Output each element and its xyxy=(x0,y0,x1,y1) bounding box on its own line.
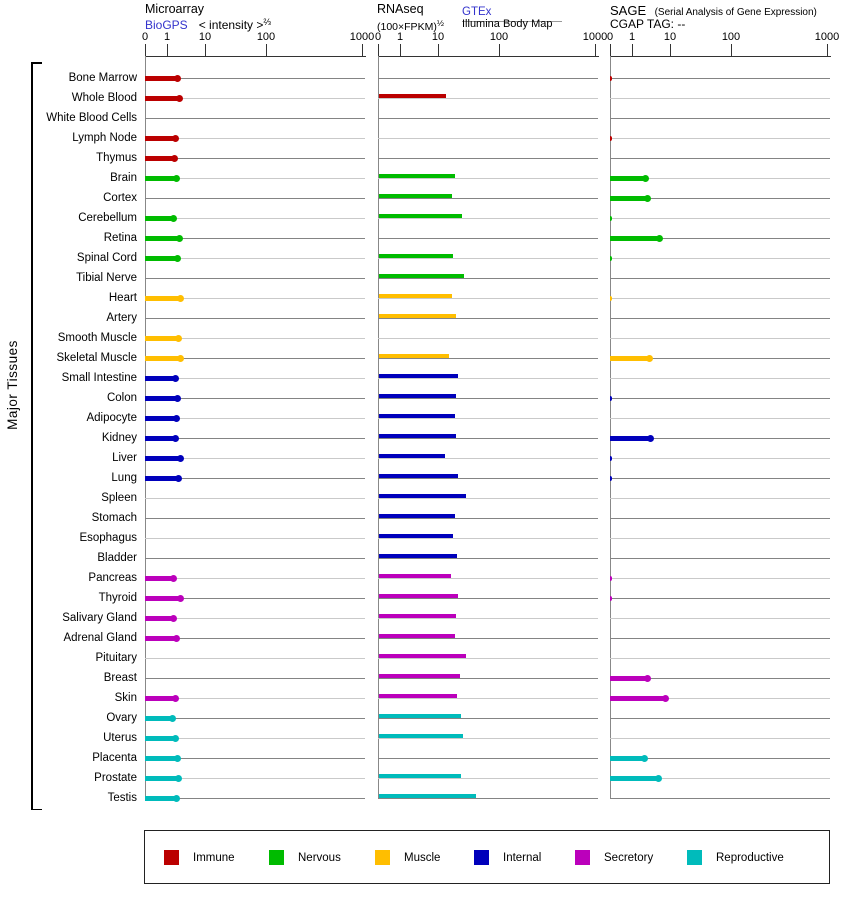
tissue-label: Adipocyte xyxy=(86,412,137,424)
bar-cap xyxy=(644,195,651,202)
x-axis-tick xyxy=(400,44,401,56)
gridline xyxy=(378,178,598,179)
secretory-swatch xyxy=(575,850,590,865)
gridline xyxy=(378,478,598,479)
gridline xyxy=(610,598,830,599)
x-axis-tick xyxy=(362,44,363,56)
tissue-label: Spleen xyxy=(101,492,137,504)
gridline xyxy=(610,518,830,519)
bar-microarray xyxy=(145,796,177,801)
tissue-label: Cerebellum xyxy=(78,212,137,224)
tissue-label: Salivary Gland xyxy=(62,612,137,624)
sage-tag-line: CGAP TAG: -- xyxy=(610,17,686,31)
gridline xyxy=(610,258,830,259)
bar-sage xyxy=(610,456,612,461)
panel-left-edge xyxy=(378,56,379,798)
gridline xyxy=(610,158,830,159)
gridline xyxy=(378,458,598,459)
gridline xyxy=(145,218,365,219)
gridline xyxy=(610,398,830,399)
x-axis-tick-label: 10 xyxy=(663,31,677,43)
gridline xyxy=(378,538,598,539)
x-axis-tick-label: 0 xyxy=(374,31,382,43)
x-axis-tick-label: 1 xyxy=(396,31,404,43)
gridline xyxy=(378,658,598,659)
gridline xyxy=(145,658,365,659)
bar-rnaseq xyxy=(379,274,464,278)
bar-cap xyxy=(172,735,179,742)
gridline xyxy=(378,318,598,319)
gridline xyxy=(145,198,365,199)
bar-cap xyxy=(175,335,182,342)
tissue-label: Whole Blood xyxy=(71,92,137,104)
bar-cap xyxy=(177,355,184,362)
gridline xyxy=(145,118,365,119)
tissue-label: Uterus xyxy=(103,732,137,744)
bar-rnaseq xyxy=(379,634,455,638)
bar-microarray xyxy=(145,336,179,341)
bar-rnaseq xyxy=(379,214,462,218)
bar-rnaseq xyxy=(379,654,466,658)
bar-cap xyxy=(173,635,180,642)
bar-sage xyxy=(610,436,651,441)
bar-cap xyxy=(174,755,181,762)
x-axis-tick xyxy=(145,44,146,56)
bar-sage xyxy=(610,136,612,141)
bar-rnaseq xyxy=(379,494,466,498)
x-axis-tick-label: 1000 xyxy=(582,31,608,43)
gridline xyxy=(378,418,598,419)
tissue-label: Spinal Cord xyxy=(76,252,137,264)
immune-swatch xyxy=(164,850,179,865)
x-axis-tick xyxy=(167,44,168,56)
x-axis-tick xyxy=(266,44,267,56)
bar-rnaseq xyxy=(379,434,456,438)
tissue-label: Brain xyxy=(110,172,137,184)
bar-rnaseq xyxy=(379,774,461,778)
gridline xyxy=(145,518,365,519)
tissue-label: Kidney xyxy=(101,432,137,444)
gridline xyxy=(378,698,598,699)
legend-label: Immune xyxy=(193,852,235,864)
gridline xyxy=(378,218,598,219)
gridline xyxy=(610,78,830,79)
gridline xyxy=(378,358,598,359)
rnaseq-source: Illumina Body Map xyxy=(462,18,553,30)
x-axis-tick-label: 0 xyxy=(606,31,614,43)
tissue-label: Colon xyxy=(106,392,137,404)
rnaseq-title: RNAseq xyxy=(377,2,424,16)
legend xyxy=(144,830,830,884)
bar-sage xyxy=(610,576,612,581)
x-axis-tick-label: 1 xyxy=(628,31,636,43)
gridline xyxy=(610,478,830,479)
y-axis-label: Major Tissues xyxy=(5,340,20,430)
tissue-label: Heart xyxy=(108,292,137,304)
gridline xyxy=(378,198,598,199)
rnaseq-scale-label: (100×FPKM) xyxy=(377,21,437,33)
bar-cap xyxy=(656,235,663,242)
x-axis-tick xyxy=(731,44,732,56)
bar-rnaseq xyxy=(379,714,461,718)
gridline xyxy=(378,638,598,639)
gridline xyxy=(378,278,598,279)
gridline xyxy=(610,638,830,639)
gridline xyxy=(145,678,365,679)
x-axis-tick-label: 1000 xyxy=(349,31,375,43)
bar-sage xyxy=(610,76,612,81)
x-axis-tick-label: 1 xyxy=(163,31,171,43)
bar-cap xyxy=(641,755,648,762)
gridline xyxy=(145,718,365,719)
gridline xyxy=(378,98,598,99)
tissue-label: Cortex xyxy=(103,192,137,204)
gridline xyxy=(378,258,598,259)
legend-label: Nervous xyxy=(298,852,341,864)
bar-cap xyxy=(173,415,180,422)
bar-cap xyxy=(174,395,181,402)
gridline xyxy=(378,438,598,439)
bar-microarray xyxy=(145,96,180,101)
bar-rnaseq xyxy=(379,734,463,738)
x-axis-tick-label: 10 xyxy=(198,31,212,43)
gridline xyxy=(610,278,830,279)
bar-cap xyxy=(176,235,183,242)
panel-left-edge xyxy=(610,56,611,798)
x-axis-tick xyxy=(438,44,439,56)
x-axis-line xyxy=(145,56,366,57)
tissue-label: Smooth Muscle xyxy=(57,332,137,344)
bar-cap xyxy=(172,695,179,702)
bar-cap xyxy=(175,775,182,782)
gridline xyxy=(145,278,365,279)
gridline xyxy=(610,558,830,559)
bar-sage xyxy=(610,476,612,481)
bar-rnaseq xyxy=(379,314,456,318)
sage-note: (Serial Analysis of Gene Expression) xyxy=(654,7,817,18)
tissue-label: Liver xyxy=(112,452,137,464)
tissue-label: Artery xyxy=(106,312,137,324)
x-axis-tick xyxy=(610,44,611,56)
bar-microarray xyxy=(145,776,179,781)
gtex-link[interactable]: GTEx xyxy=(462,6,492,18)
bar-sage xyxy=(610,356,650,361)
bar-rnaseq xyxy=(379,454,445,458)
bar-rnaseq xyxy=(379,694,457,698)
bar-cap xyxy=(175,475,182,482)
gridline xyxy=(378,738,598,739)
x-axis-line xyxy=(610,56,831,57)
gridline xyxy=(610,538,830,539)
bar-cap xyxy=(172,435,179,442)
tissue-label: Lung xyxy=(111,472,137,484)
bar-cap xyxy=(170,575,177,582)
bar-sage xyxy=(610,756,645,761)
bar-rnaseq xyxy=(379,394,456,398)
tissue-label: White Blood Cells xyxy=(46,112,137,124)
bar-microarray xyxy=(145,356,181,361)
gridline xyxy=(610,318,830,319)
gridline xyxy=(378,378,598,379)
biogps-link[interactable]: BioGPS xyxy=(145,18,188,32)
bar-rnaseq xyxy=(379,194,452,198)
bar-cap xyxy=(170,615,177,622)
gridline xyxy=(145,538,365,539)
gridline xyxy=(378,798,598,799)
tissue-label: Prostate xyxy=(94,772,137,784)
bar-microarray xyxy=(145,416,177,421)
bar-cap xyxy=(177,595,184,602)
gridline xyxy=(610,378,830,379)
microarray-title: Microarray xyxy=(145,2,205,16)
reproductive-swatch xyxy=(687,850,702,865)
tissue-label: Breast xyxy=(103,672,137,684)
gridline xyxy=(378,498,598,499)
bar-cap xyxy=(172,135,179,142)
gridline xyxy=(610,458,830,459)
bar-cap xyxy=(172,375,179,382)
gridline xyxy=(378,778,598,779)
bar-microarray xyxy=(145,596,181,601)
tissue-label: Lymph Node xyxy=(72,132,137,144)
x-axis-tick xyxy=(595,44,596,56)
bar-rnaseq xyxy=(379,294,452,298)
bar-rnaseq xyxy=(379,174,455,178)
x-axis-tick-label: 10 xyxy=(431,31,445,43)
tissue-label: Bone Marrow xyxy=(68,72,137,84)
gridline xyxy=(378,598,598,599)
bar-sage xyxy=(610,776,659,781)
bar-cap xyxy=(644,675,651,682)
bar-sage xyxy=(610,596,612,601)
bar-cap xyxy=(176,95,183,102)
gridline xyxy=(378,558,598,559)
legend-label: Reproductive xyxy=(716,852,784,864)
legend-label: Secretory xyxy=(604,852,654,864)
bar-cap xyxy=(171,155,178,162)
legend-label: Internal xyxy=(503,852,542,864)
bar-sage xyxy=(610,296,612,301)
x-axis-tick-label: 0 xyxy=(141,31,149,43)
gridline xyxy=(378,158,598,159)
tissue-label: Testis xyxy=(107,792,137,804)
gridline xyxy=(145,578,365,579)
bar-rnaseq xyxy=(379,614,456,618)
gridline xyxy=(610,98,830,99)
gridline xyxy=(145,318,365,319)
bar-cap xyxy=(170,215,177,222)
tissue-label: Thyroid xyxy=(98,592,137,604)
tissue-label: Bladder xyxy=(97,552,137,564)
tissue-label: Skin xyxy=(114,692,137,704)
gridline xyxy=(610,118,830,119)
tissue-label: Adrenal Gland xyxy=(63,632,137,644)
bar-rnaseq xyxy=(379,414,455,418)
legend-label: Muscle xyxy=(404,852,441,864)
gridline xyxy=(378,298,598,299)
gridline xyxy=(610,498,830,499)
panel-left-edge xyxy=(145,56,146,798)
bar-rnaseq xyxy=(379,94,446,98)
bar-microarray xyxy=(145,296,181,301)
bar-cap xyxy=(174,75,181,82)
gridline xyxy=(378,618,598,619)
bar-rnaseq xyxy=(379,794,476,798)
gridline xyxy=(610,218,830,219)
internal-swatch xyxy=(474,850,489,865)
gridline xyxy=(378,678,598,679)
x-axis-tick-label: 100 xyxy=(256,31,276,43)
bar-rnaseq xyxy=(379,254,453,258)
bar-rnaseq xyxy=(379,514,455,518)
gridline xyxy=(378,338,598,339)
bar-cap xyxy=(173,175,180,182)
gridline xyxy=(378,118,598,119)
bracket-top-tick xyxy=(31,62,42,64)
gridline xyxy=(610,738,830,739)
bar-rnaseq xyxy=(379,374,458,378)
bar-cap xyxy=(647,435,654,442)
tissue-label: Retina xyxy=(103,232,137,244)
bar-sage xyxy=(610,696,666,701)
muscle-swatch xyxy=(375,850,390,865)
bar-rnaseq xyxy=(379,594,458,598)
bar-microarray xyxy=(145,456,181,461)
bar-sage xyxy=(610,176,646,181)
tissue-label: Skeletal Muscle xyxy=(56,352,137,364)
tissue-label: Placenta xyxy=(92,752,137,764)
tissue-label: Esophagus xyxy=(79,532,137,544)
bar-cap xyxy=(169,715,176,722)
x-axis-tick xyxy=(205,44,206,56)
gridline xyxy=(145,618,365,619)
tissue-label: Pancreas xyxy=(88,572,137,584)
gridline xyxy=(610,718,830,719)
gridline xyxy=(610,798,830,799)
bar-rnaseq xyxy=(379,354,449,358)
tissue-label: Thymus xyxy=(96,152,137,164)
microarray-scale-label: < intensity > xyxy=(198,18,264,32)
bar-cap xyxy=(642,175,649,182)
tissue-label: Small Intestine xyxy=(61,372,137,384)
bar-rnaseq xyxy=(379,474,458,478)
bar-cap xyxy=(662,695,669,702)
gridline xyxy=(378,238,598,239)
bar-sage xyxy=(610,256,612,261)
x-axis-tick xyxy=(499,44,500,56)
bar-cap xyxy=(177,455,184,462)
gridline xyxy=(378,718,598,719)
bar-rnaseq xyxy=(379,534,453,538)
microarray-scale-exponent: ⅔ xyxy=(263,17,271,27)
bar-microarray xyxy=(145,176,177,181)
gridline xyxy=(610,418,830,419)
bar-sage xyxy=(610,236,660,241)
gridline xyxy=(610,338,830,339)
bar-sage xyxy=(610,396,612,401)
bar-rnaseq xyxy=(379,674,460,678)
bracket-bottom-tick xyxy=(31,809,42,811)
gridline xyxy=(610,578,830,579)
gridline xyxy=(610,298,830,299)
bar-cap xyxy=(177,295,184,302)
gridline xyxy=(610,658,830,659)
bar-microarray xyxy=(145,476,179,481)
gridline xyxy=(378,78,598,79)
tissue-label: Stomach xyxy=(91,512,137,524)
bar-microarray xyxy=(145,236,180,241)
bar-sage xyxy=(610,676,648,681)
bar-cap xyxy=(646,355,653,362)
x-axis-tick-label: 100 xyxy=(721,31,741,43)
tissue-label: Tibial Nerve xyxy=(76,272,137,284)
nervous-swatch xyxy=(269,850,284,865)
x-axis-line xyxy=(378,56,599,57)
gridline xyxy=(378,398,598,399)
gridline xyxy=(610,618,830,619)
gridline xyxy=(378,518,598,519)
sage-title: SAGE xyxy=(610,3,647,18)
gridline xyxy=(378,578,598,579)
tissue-label: Ovary xyxy=(106,712,137,724)
bar-sage xyxy=(610,196,648,201)
bar-sage xyxy=(610,216,612,221)
tissue-label: Pituitary xyxy=(95,652,137,664)
x-axis-tick xyxy=(670,44,671,56)
bar-cap xyxy=(655,775,662,782)
rnaseq-scale-exponent: ½ xyxy=(436,18,444,28)
bar-cap xyxy=(174,255,181,262)
bar-rnaseq xyxy=(379,574,451,578)
gridline xyxy=(378,758,598,759)
gridline xyxy=(610,138,830,139)
gridline xyxy=(378,138,598,139)
gridline xyxy=(145,498,365,499)
x-axis-tick xyxy=(827,44,828,56)
x-axis-tick-label: 100 xyxy=(489,31,509,43)
x-axis-tick xyxy=(632,44,633,56)
gridline xyxy=(145,558,365,559)
bar-rnaseq xyxy=(379,554,457,558)
bar-cap xyxy=(173,795,180,802)
x-axis-tick-label: 1000 xyxy=(814,31,840,43)
x-axis-tick xyxy=(378,44,379,56)
